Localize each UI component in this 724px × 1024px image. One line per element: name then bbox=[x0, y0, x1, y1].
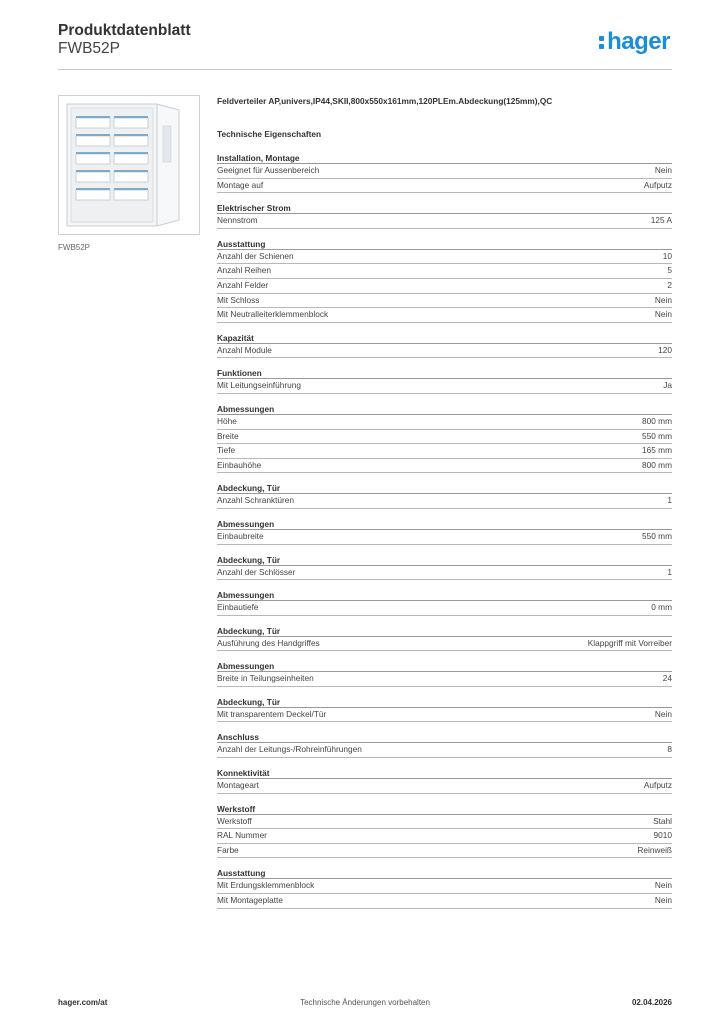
property-section bbox=[217, 697, 672, 723]
page-title: Produktdatenblatt bbox=[58, 22, 191, 39]
property-row bbox=[217, 815, 672, 830]
property-label: Mit transparentem Deckel/Tür bbox=[217, 708, 327, 719]
property-value: 1 bbox=[667, 495, 672, 506]
property-label: Anzahl Module bbox=[217, 344, 272, 355]
technical-properties-heading: Technische Eigenschaften bbox=[217, 129, 322, 139]
property-row bbox=[217, 743, 672, 758]
property-row bbox=[217, 444, 672, 459]
property-value: Aufputz bbox=[643, 179, 672, 190]
property-label: Geeignet für Aussenbereich bbox=[217, 165, 320, 175]
footer-date: 02.04.2026 bbox=[631, 998, 672, 1007]
property-section bbox=[217, 483, 672, 509]
property-section bbox=[217, 368, 672, 394]
datasheet-content bbox=[217, 96, 672, 909]
property-label: Anzahl Felder bbox=[217, 279, 269, 290]
property-row bbox=[217, 566, 672, 581]
property-value: Reinweiß bbox=[637, 844, 672, 855]
property-value: 120 bbox=[658, 344, 672, 355]
logo-dots-icon bbox=[599, 33, 604, 50]
property-value: 550 mm bbox=[642, 430, 672, 441]
property-value: Stahl bbox=[653, 815, 672, 826]
property-section bbox=[217, 333, 672, 359]
property-section bbox=[217, 404, 672, 473]
property-row bbox=[217, 250, 672, 265]
property-value: 2 bbox=[667, 279, 672, 290]
property-label: Montageart bbox=[217, 780, 259, 791]
property-value: 24 bbox=[662, 673, 672, 684]
property-row bbox=[217, 779, 672, 794]
image-caption: FWB52P bbox=[58, 243, 91, 252]
property-label: Mit Montageplatte bbox=[217, 895, 283, 906]
property-row bbox=[217, 601, 672, 616]
section-title: Anschluss bbox=[217, 732, 672, 743]
section-title: Abdeckung, Tür bbox=[217, 555, 672, 566]
property-section bbox=[217, 626, 672, 652]
property-row bbox=[217, 637, 672, 652]
section-title: Funktionen bbox=[217, 368, 672, 379]
property-label: Mit Neutralleiterklemmenblock bbox=[217, 309, 329, 320]
property-sections bbox=[217, 153, 672, 909]
property-value: 800 mm bbox=[642, 415, 672, 426]
property-label: Mit Schloss bbox=[217, 294, 260, 305]
property-label: Breite in Teilungseinheiten bbox=[217, 673, 314, 684]
property-label: Anzahl Schranktüren bbox=[217, 495, 295, 506]
property-label: Mit Erdungsklemmenblock bbox=[217, 880, 315, 891]
property-label: Einbaubreite bbox=[217, 530, 264, 541]
property-row bbox=[217, 179, 672, 194]
property-section bbox=[217, 868, 672, 908]
property-value: 550 mm bbox=[642, 530, 672, 541]
property-row bbox=[217, 379, 672, 394]
property-label: Ausführung des Handgriffes bbox=[217, 637, 320, 648]
property-row bbox=[217, 430, 672, 445]
property-row bbox=[217, 530, 672, 545]
property-value: 8 bbox=[667, 744, 672, 755]
property-label: Mit Leitungseinführung bbox=[217, 380, 301, 391]
property-section bbox=[217, 768, 672, 794]
section-title: Werkstoff bbox=[217, 804, 672, 815]
logo-text: hager bbox=[607, 28, 670, 55]
property-value: Nein bbox=[654, 708, 672, 719]
property-value: Aufputz bbox=[643, 780, 672, 791]
section-title: Abmessungen bbox=[217, 404, 672, 415]
footer-website-link[interactable]: hager.com/at bbox=[58, 998, 108, 1007]
property-section bbox=[217, 555, 672, 581]
property-value: Nein bbox=[654, 294, 672, 305]
property-row bbox=[217, 494, 672, 509]
property-value: Klappgriff mit Vorreiber bbox=[587, 637, 672, 648]
property-section bbox=[217, 661, 672, 687]
property-label: Werkstoff bbox=[217, 815, 252, 826]
property-label: Anzahl Reihen bbox=[217, 265, 271, 276]
section-title: Abmessungen bbox=[217, 590, 672, 601]
property-label: Anzahl der Schlösser bbox=[217, 566, 296, 577]
property-row bbox=[217, 879, 672, 894]
property-label: Höhe bbox=[217, 415, 237, 426]
property-section bbox=[217, 804, 672, 859]
footer-disclaimer: Technische Änderungen vorbehalten bbox=[300, 998, 430, 1007]
section-title: Abdeckung, Tür bbox=[217, 483, 672, 494]
property-value: Nein bbox=[654, 165, 672, 175]
property-value: 0 mm bbox=[651, 602, 672, 613]
property-row bbox=[217, 214, 672, 229]
property-value: 125 A bbox=[650, 215, 672, 226]
distribution-board-image bbox=[59, 96, 199, 234]
section-title: Elektrischer Strom bbox=[217, 203, 672, 214]
property-row bbox=[217, 672, 672, 687]
product-image bbox=[58, 95, 200, 235]
section-title: Ausstattung bbox=[217, 868, 672, 879]
property-section bbox=[217, 732, 672, 758]
section-title: Installation, Montage bbox=[217, 153, 672, 164]
property-row bbox=[217, 308, 672, 323]
property-label: Anzahl der Schienen bbox=[217, 250, 294, 261]
property-value: Ja bbox=[663, 380, 672, 391]
property-label: Einbauhöhe bbox=[217, 459, 262, 470]
property-row bbox=[217, 894, 672, 909]
property-label: Anzahl der Leitungs-/Rohreinführungen bbox=[217, 744, 362, 755]
property-row bbox=[217, 415, 672, 430]
section-title: Abmessungen bbox=[217, 661, 672, 672]
property-section bbox=[217, 153, 672, 193]
property-value: Nein bbox=[654, 309, 672, 320]
property-row bbox=[217, 459, 672, 474]
property-value: 5 bbox=[667, 265, 672, 276]
property-label: Montage auf bbox=[217, 179, 264, 190]
property-value: Nein bbox=[654, 880, 672, 891]
property-value: 10 bbox=[662, 250, 672, 261]
property-label: Tiefe bbox=[217, 445, 236, 456]
property-label: RAL Nummer bbox=[217, 830, 267, 841]
property-row bbox=[217, 264, 672, 279]
property-row bbox=[217, 708, 672, 723]
property-section bbox=[217, 203, 672, 229]
property-value: Nein bbox=[654, 895, 672, 906]
property-row bbox=[217, 279, 672, 294]
property-row bbox=[217, 164, 672, 179]
property-row bbox=[217, 829, 672, 844]
document-header bbox=[58, 22, 672, 70]
product-code: FWB52P bbox=[58, 40, 121, 57]
property-label: Breite bbox=[217, 430, 239, 441]
property-value: 800 mm bbox=[642, 459, 672, 470]
property-value: 9010 bbox=[653, 830, 672, 841]
property-value: 165 mm bbox=[642, 445, 672, 456]
property-label: Einbautiefe bbox=[217, 602, 259, 613]
property-row bbox=[217, 294, 672, 309]
property-row bbox=[217, 844, 672, 859]
section-title: Konnektivität bbox=[217, 768, 672, 779]
property-label: Farbe bbox=[217, 844, 239, 855]
hager-logo bbox=[599, 28, 670, 56]
property-section bbox=[217, 519, 672, 545]
section-title: Ausstattung bbox=[217, 239, 672, 250]
section-title: Abmessungen bbox=[217, 519, 672, 530]
section-title: Kapazität bbox=[217, 333, 672, 344]
property-section bbox=[217, 590, 672, 616]
product-description: Feldverteiler AP,univers,IP44,SKII,800x550x161mm,120PLEm.Abdeckung(125mm),QC bbox=[217, 96, 553, 106]
section-title: Abdeckung, Tür bbox=[217, 626, 672, 637]
property-label: Nennstrom bbox=[217, 215, 258, 226]
section-title: Abdeckung, Tür bbox=[217, 697, 672, 708]
property-section bbox=[217, 239, 672, 323]
property-value: 1 bbox=[667, 566, 672, 577]
property-row bbox=[217, 344, 672, 359]
